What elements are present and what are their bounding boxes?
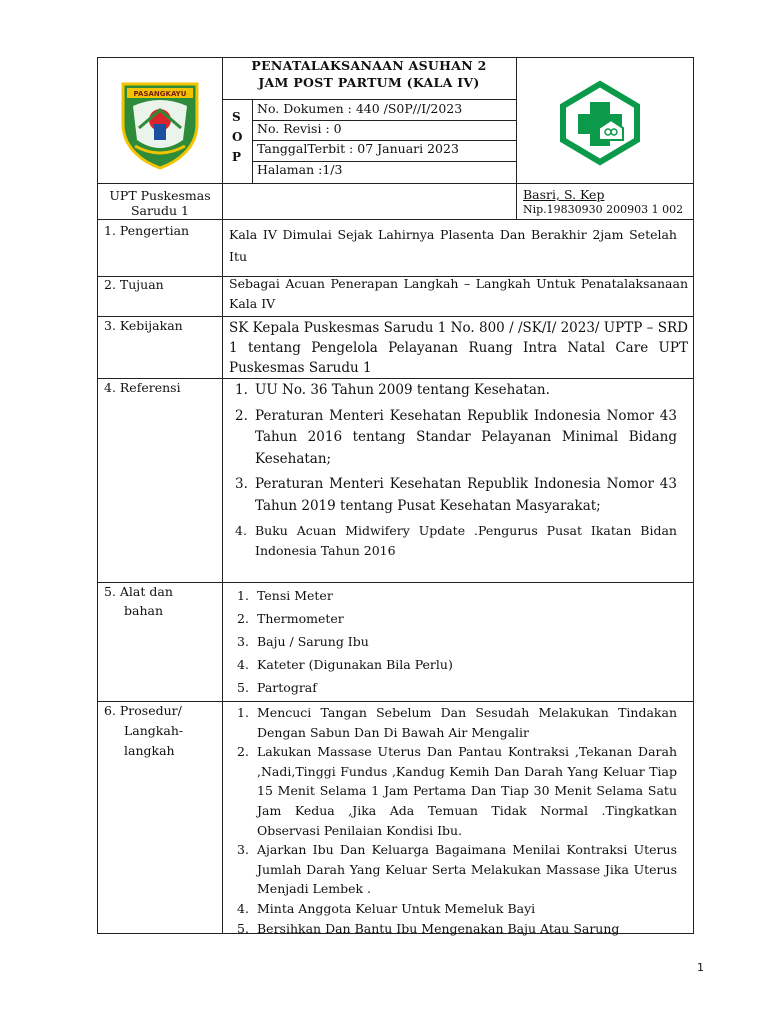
alat-list [231,584,671,699]
referensi-item: 3. Peraturan Menteri Kesehatan Republik Indonesia Nomor 43 Tahun 2019 tentang Pusat Kesehatan Masyarakat; [235,476,677,514]
sop-letter-s: S [232,110,241,124]
title-line-2: JAM POST PARTUM (KALA IV) [258,75,480,90]
document-title [222,57,516,91]
alat-item: 5. Partograf [237,680,317,695]
referensi-item: 2. Peraturan Menteri Kesehatan Republik Indonesia Nomor 43 Tahun 2016 tentang Standar Pelayanan Minimal Bidang Kesehatan; [235,407,677,467]
title-line-1: PENATALAKSANAAN ASUHAN 2 [251,58,487,73]
unit-line-1: UPT Puskesmas [109,188,211,203]
unit-line-2: Sarudu 1 [130,203,190,218]
row-divider-1 [97,219,694,220]
referensi-item: 4. Buku Acuan Midwifery Update .Pengurus Pusat Ikatan Bidan Indonesia Tahun 2016 [235,523,677,558]
sop-letter-o: O [232,130,243,144]
unit-name [98,188,222,218]
text-tujuan: Sebagai Acuan Penerapan Langkah – Langkah Untuk Penatalaksanaan Kala IV [229,276,688,311]
row-divider-3 [97,316,694,317]
prosedur-item: 2. Lakukan Massase Uterus Dan Pantau Kontraksi ,Tekanan Darah ,Nadi,Tinggi Fundus ,Kandug Kemih Dan Darah Yang Keluar Tiap 15 Menit Selama 1 Jam Pertama Dan Tiap 30 Menit Selama Satu Jam Kedua ,Jika Ada Temuan Tidak Normal .Tingkatkan Observasi Penilaian Kondisi Ibu. [237,744,677,838]
doc-number: No. Dokumen : 440 /S0P//I/2023 [257,101,463,116]
signer-name: Basri, S. Kep [523,187,605,202]
referensi-item: 1. UU No. 36 Tahun 2009 tentang Kesehatan. [235,382,550,398]
referensi-list [229,380,677,561]
label-alat: 5. Alat dan [104,584,173,599]
label-tujuan: 2. Tujuan [104,277,164,292]
col-divider-left [222,57,223,933]
alat-item: 3. Baju / Sarung Ibu [237,634,369,649]
doc-revision: No. Revisi : 0 [257,121,342,136]
label-langkah: Langkah- [124,723,184,738]
label-bahan: bahan [124,603,164,618]
text-pengertian: Kala IV Dimulai Sejak Lahirnya Plasenta Dan Berakhir 2jam Setelah Itu [229,227,677,264]
doc-page: Halaman :1/3 [257,162,343,177]
prosedur-item: 3. Ajarkan Ibu Dan Keluarga Bagaimana Menilai Kontraksi Uterus Jumlah Darah Yang Keluar Serta Melakukan Massase Jika Uterus Menjadi Lembek . [237,842,677,897]
label-langkah-2: langkah [124,743,175,758]
crest-banner-text: PASANGKAYU [133,90,187,98]
header-divider [97,183,694,184]
label-prosedur: 6. Prosedur/ [104,703,182,718]
col-divider-sop [252,99,253,183]
signer-nip: Nip.19830930 200903 1 002 [523,203,684,216]
page-number: 1 [697,961,704,974]
prosedur-item: 4. Minta Anggota Keluar Untuk Memeluk Bayi [237,900,536,916]
col-divider-right [516,57,517,219]
text-kebijakan: SK Kepala Puskesmas Sarudu 1 No. 800 / /SK/I/ 2023/ UPTP – SRD 1 tentang Pengelola Pelayanan Ruang Intra Natal Care UPT Puskesmas Sarudu 1 [229,320,688,376]
alat-item: 1. Tensi Meter [237,588,333,603]
row-divider-6 [97,701,694,702]
puskesmas-logo [559,80,641,166]
table-border-right [693,57,694,934]
sop-letter-p: P [232,150,242,164]
prosedur-item: 5. Bersihkan Dan Bantu Ibu Mengenakan Baju Atau Sarung [237,920,620,936]
alat-item: 4. Kateter (Digunakan Bila Perlu) [237,657,453,672]
doc-issue-date: TanggalTerbit : 07 Januari 2023 [257,141,459,156]
label-referensi: 4. Referensi [104,380,181,395]
row-divider-5 [97,582,694,583]
alat-item: 2. Thermometer [237,611,344,626]
label-kebijakan: 3. Kebijakan [104,318,183,333]
prosedur-item: 1. Mencuci Tangan Sebelum Dan Sesudah Melakukan Tindakan Dengan Sabun Dan Di Bawah Air Mengalir [237,705,677,740]
label-pengertian: 1. Pengertian [104,223,190,238]
prosedur-list [231,703,677,938]
row-divider-4 [97,378,694,379]
